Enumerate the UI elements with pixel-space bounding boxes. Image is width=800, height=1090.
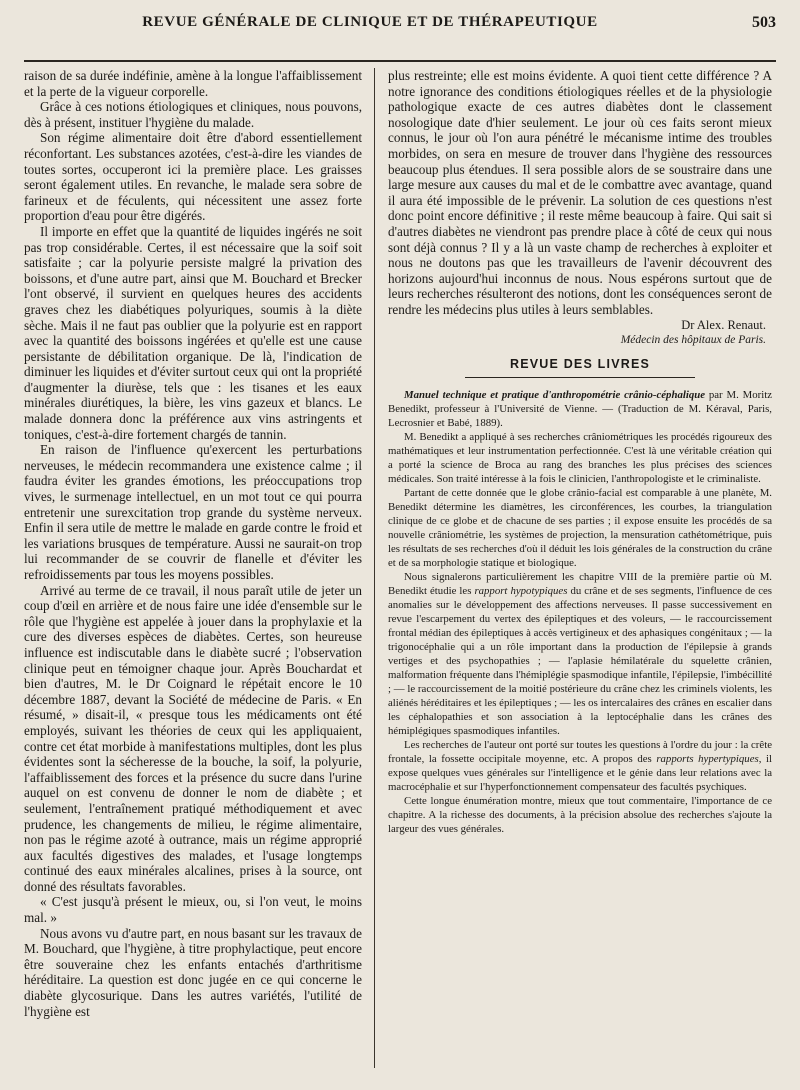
paragraph: En raison de l'influence qu'exercent les perturbations nerveuses, le médecin recommandera une existence calme ; il faudra éviter les grandes émotions, les préoccupations trop vives, le surmenage intellectuel, en un mot tout ce qui pourra entretenir une surexcitation trop grande du système nerveux. Enfin il sera utile de mettre le malade en garde contre le froid et les variations brusques de température. Aussi ne saurait-on trop lui recommander de se couvrir de flanelle et d'éviter les refroidissements par tous les moyens possibles.	[24, 442, 362, 582]
header-rule	[24, 60, 776, 62]
paragraph: Il importe en effet que la quantité de liquides ingérés ne soit pas trop considérable. Certes, il est nécessaire que la soif soit satisfaite ; car la polyurie persiste malgré la privation des boissons, et d'une autre part, ainsi que M. Bouchard et Brecker l'ont observé, il survient en quelques heures des accidents graves chez les diabétiques polyuriques, soumis à la diète sèche. Mais il ne faut pas oublier que la polyurie est en rapport avec la quantité des boissons ingérées et qu'elle est une cause persistante de débilitation organique. De là, l'indication de diminuer les liquides et d'éviter surtout ceux qui ont la propriété d'augmenter la diurèse, tels que : les tisanes et les eaux minérales diurétiques, la bière, les vins gazeux et blancs. Le malade donnera donc la préférence aux vins astringents et toniques, c'est-à-dire fortement chargés de tannin.	[24, 223, 362, 442]
paragraph: Nous avons vu d'autre part, en nous basant sur les travaux de M. Bouchard, que l'hygiène, à titre prophylactique, peut encore être souveraine chez les enfants entachés d'arthritisme héréditaire. La question est donc jugée en ce qui concerne le diabète glycosurique. Dans les autres variétés, l'utilité de l'hygiène est	[24, 925, 362, 1019]
review-text: Les recherches de l'auteur ont porté sur toutes les questions à l'ordre du jour : la crête frontale, la fossette occipitale moyenne, etc. A propos des	[388, 738, 772, 765]
review-text: , il expose quelques vues générales sur l'intelligence et le génie dans leur relations avec la macrocéphalie et sur l'hyperfonctionnement compensateur des facultés psychiques.	[388, 752, 772, 793]
left-column	[24, 68, 362, 1019]
section-heading: REVUE DES LIVRES	[509, 356, 651, 371]
section-rule	[465, 377, 695, 378]
column-divider	[374, 68, 375, 1068]
author-signature: Dr Alex. Renaut.	[681, 317, 766, 332]
paragraph: Son régime alimentaire doit être d'abord essentiellement réconfortant. Les substances azotées, c'est-à-dire les viandes de toutes sortes, occuperont ici la première place. Les graisses seront également utiles. En revanche, le malade sera sobre de farineux et de féculents, qui nécessitent une assez forte proportion d'eau pour être digérés.	[24, 130, 362, 224]
review-paragraph: M. Benedikt a appliqué à ses recherches crâniométriques les procédés rigoureux des mathématiques et leur instrumentation perfectionnée. C'est là une véritable création qui a porté la science de Broca au rang des branches les plus précises des sciences médicales. Son traité intéresse à la fois le clinicien, l'anthropologiste et le criminaliste.	[388, 430, 772, 485]
running-head	[24, 14, 776, 38]
paragraph: Grâce à ces notions étiologiques et cliniques, nous pouvons, dès à présent, instituer l'hygiène du malade.	[24, 99, 362, 130]
paragraph: raison de sa durée indéfinie, amène à la longue l'affaiblissement et la perte de la vigueur corporelle.	[24, 68, 362, 99]
review-emphasis: rapport hypotypiques	[474, 584, 568, 597]
review-emphasis: rapports hypertypiques	[656, 752, 759, 765]
review-paragraph	[388, 570, 772, 738]
book-entry	[388, 388, 772, 430]
book-citation: par M. Moritz Benedikt, professeur à l'Université de Vienne. — (Traduction de M. Kéraval, Paris, Lecrosnier et Babé, 1889).	[388, 388, 772, 429]
paragraph: plus restreinte; elle est moins évidente. A quoi tient cette différence ? A notre ignorance des conditions étiologiques réelles et de la physiologie pathologique exacte de ces autres diabètes dont le classement nosologique date d'hier seulement. Le jour où ces faits seront mieux connus, le jour où l'on aura pénétré le mécanisme intime des troubles morbides, on sera en mesure de trouver dans l'hygiène des ressources beaucoup plus étendues. Il sera possible alors de se soustraire dans une large mesure aux causes du mal et de le combattre avec avantage, quand il aura été impossible de le prévenir. La solution de ces questions n'est donc point encore définitive ; il reste même beaucoup à faire. Qui sait si d'autres diabètes ne viendront pas prendre place à côté de ceux qui nous sont déjà connus ? Il y a là un vaste champ de recherches à exploiter et nous ne doutons pas que les travailleurs de l'avenir découvrent des horizons aujourd'hui inconnus de nous. Nous espérons surtout que de leurs recherches résulteront des notions, dont les conséquences seront de rendre les médecins plus utiles à leurs semblables.	[388, 68, 772, 317]
review-text: Nous signalerons particulièrement les chapitre VIII de la première partie où M. Benedikt étudie les	[388, 570, 772, 597]
paragraph: « C'est jusqu'à présent le mieux, ou, si l'on veut, le moins mal. »	[24, 894, 362, 926]
running-title: REVUE GÉNÉRALE DE CLINIQUE ET DE THÉRAPEUTIQUE	[142, 14, 598, 30]
review-paragraph	[388, 738, 772, 794]
author-affiliation: Médecin des hôpitaux de Paris.	[620, 333, 766, 346]
right-column	[388, 68, 772, 836]
review-paragraph: Cette longue énumération montre, mieux que tout commentaire, l'importance de ce chapitre. A la richesse des documents, à la précision absolue des recherches s'ajoute la largeur des vues générales.	[388, 794, 772, 835]
paragraph: Arrivé au terme de ce travail, il nous paraît utile de jeter un coup d'œil en arrière et de nous faire une idée d'ensemble sur le rôle que l'hygiène est appelée à jouer dans la prophylaxie et la cure des diverses espèces de diabètes. Certes, son heureuse influence est indiscutable dans le diabète sucré ; l'observation clinique peut en témoigner chaque jour. Après Bouchardat et bien d'autres, M. le Dr Coignard le répétait encore le 10 décembre 1887, devant la Société de médecine de Paris. « En résumé, » disait-il, « presque tous les médicaments ont été employés, suivant les théories de ceux qui les appliquaient, contre cet état morbide à manifestations multiples, dont les plus évidentes sont la sécheresse de la bouche, la soif, la polyurie, l'affaiblissement des forces et la présence du sucre dans l'urine auquel on est convenu de donner le nom de diabète ; et seulement, l'entraînement pratiqué méthodiquement et avec prudence, les changements de milieu, le régime alimentaire, non pas le régime azoté à outrance, mais un régime approprié aux facultés digestives des malades, et l'usage longtemps continué des eaux minérales alcalines, prises à la source, ont donné des résultats favorables.	[24, 582, 362, 894]
review-paragraph: Partant de cette donnée que le globe crânio-facial est comparable à une planète, M. Benedikt détermine les diamètres, les circonférences, les courbes, la triangulation clinique de ce globe et de chacune de ses parties ; il expose ensuite les procédés de sa nouvelle crâniométrie, les systèmes de projection, la mensuration cathétométrique, puis les résultats de ses recherches d'où il déduit les lois générales de la construction du crâne et de sa morphologie statique et biologique.	[388, 486, 772, 569]
book-title: Manuel technique et pratique d'anthropométrie crânio-céphalique	[404, 388, 706, 401]
review-text: du crâne et de ses segments, l'influence de ces anomalies sur le développement des affections nerveuses. Il passe successivement en revue l'escarpement du vertex des épileptiques et des voleurs, — le raccourcissement frontal médian des épileptiques à accès vertigineux et des aphasiques congénitaux ; — la trigonocéphalie qui a un rôle important dans la production de l'épilepsie à grands vertiges et des psychopathies ; — l'aplasie hémilatérale du squelette crânien, malformation fréquente dans l'hémiplégie spasmodique infantile, l'épilepsie, l'imbécillité ; — le raccourcissement de la moitié postérieure du crâne chez les criminels violents, les aliénés héréditaires et les épileptiques ; — les os intercalaires des crânes en escalier dans les céphalopathies et son association à la leptocéphalie dans les crânes des hémiplégiques spasmodiques infantiles.	[388, 584, 772, 737]
page-number: 503	[752, 14, 776, 31]
